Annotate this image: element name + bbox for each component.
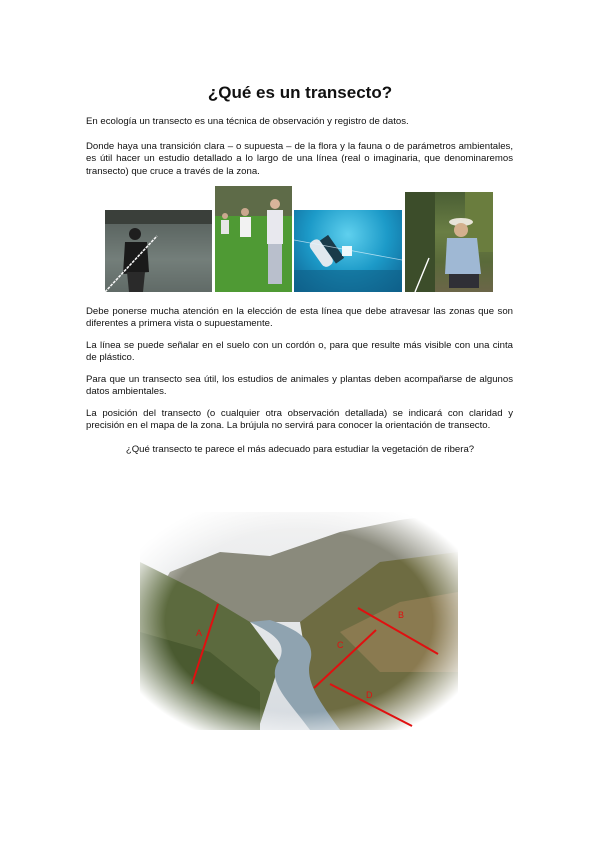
transect-label-a: A xyxy=(196,628,203,638)
paragraph-marking: La línea se puede señalar en el suelo con un cordón o, para que resulte más visible con una cinta de plástico. xyxy=(86,340,513,364)
photo-underwater-diver xyxy=(294,210,402,292)
paragraph-environmental-data: Para que un transecto sea útil, los estudios de animales y plantas deben acompañarse de algunos datos ambientales. xyxy=(86,374,513,398)
transect-label-d: D xyxy=(366,690,373,700)
photo-researcher-vegetation xyxy=(405,192,493,292)
photo-field-survey xyxy=(215,186,292,292)
paragraph-position: La posición del transecto (o cualquier otra observación detallada) se indicará con claridad y precisión en el mapa de la zona. La brújula no servirá para conocer la orientación de transecto. xyxy=(86,408,513,432)
paragraph-intro: En ecología un transecto es una técnica de observación y registro de datos. xyxy=(86,116,409,127)
paragraph-transition: Donde haya una transición clara – o supuesta – de la flora y la fauna o de parámetros ambientales, es útil hacer un estudio detallado a lo largo de una línea (real o imaginaria, que denominaremos transecto) que cruce a través de la zona. xyxy=(86,141,513,177)
photo-river-measurement xyxy=(105,210,212,292)
river-valley-photo xyxy=(140,512,458,730)
page-title: ¿Qué es un transecto? xyxy=(207,83,393,102)
transect-label-b: B xyxy=(398,610,405,620)
question-text: ¿Qué transecto te parece el más adecuado para estudiar la vegetación de ribera? xyxy=(125,444,475,455)
paragraph-line-choice: Debe ponerse mucha atención en la elección de esta línea que debe atravesar las zonas que son diferentes a primera vista o supuestamente. xyxy=(86,306,513,330)
transect-label-c: C xyxy=(337,640,344,650)
